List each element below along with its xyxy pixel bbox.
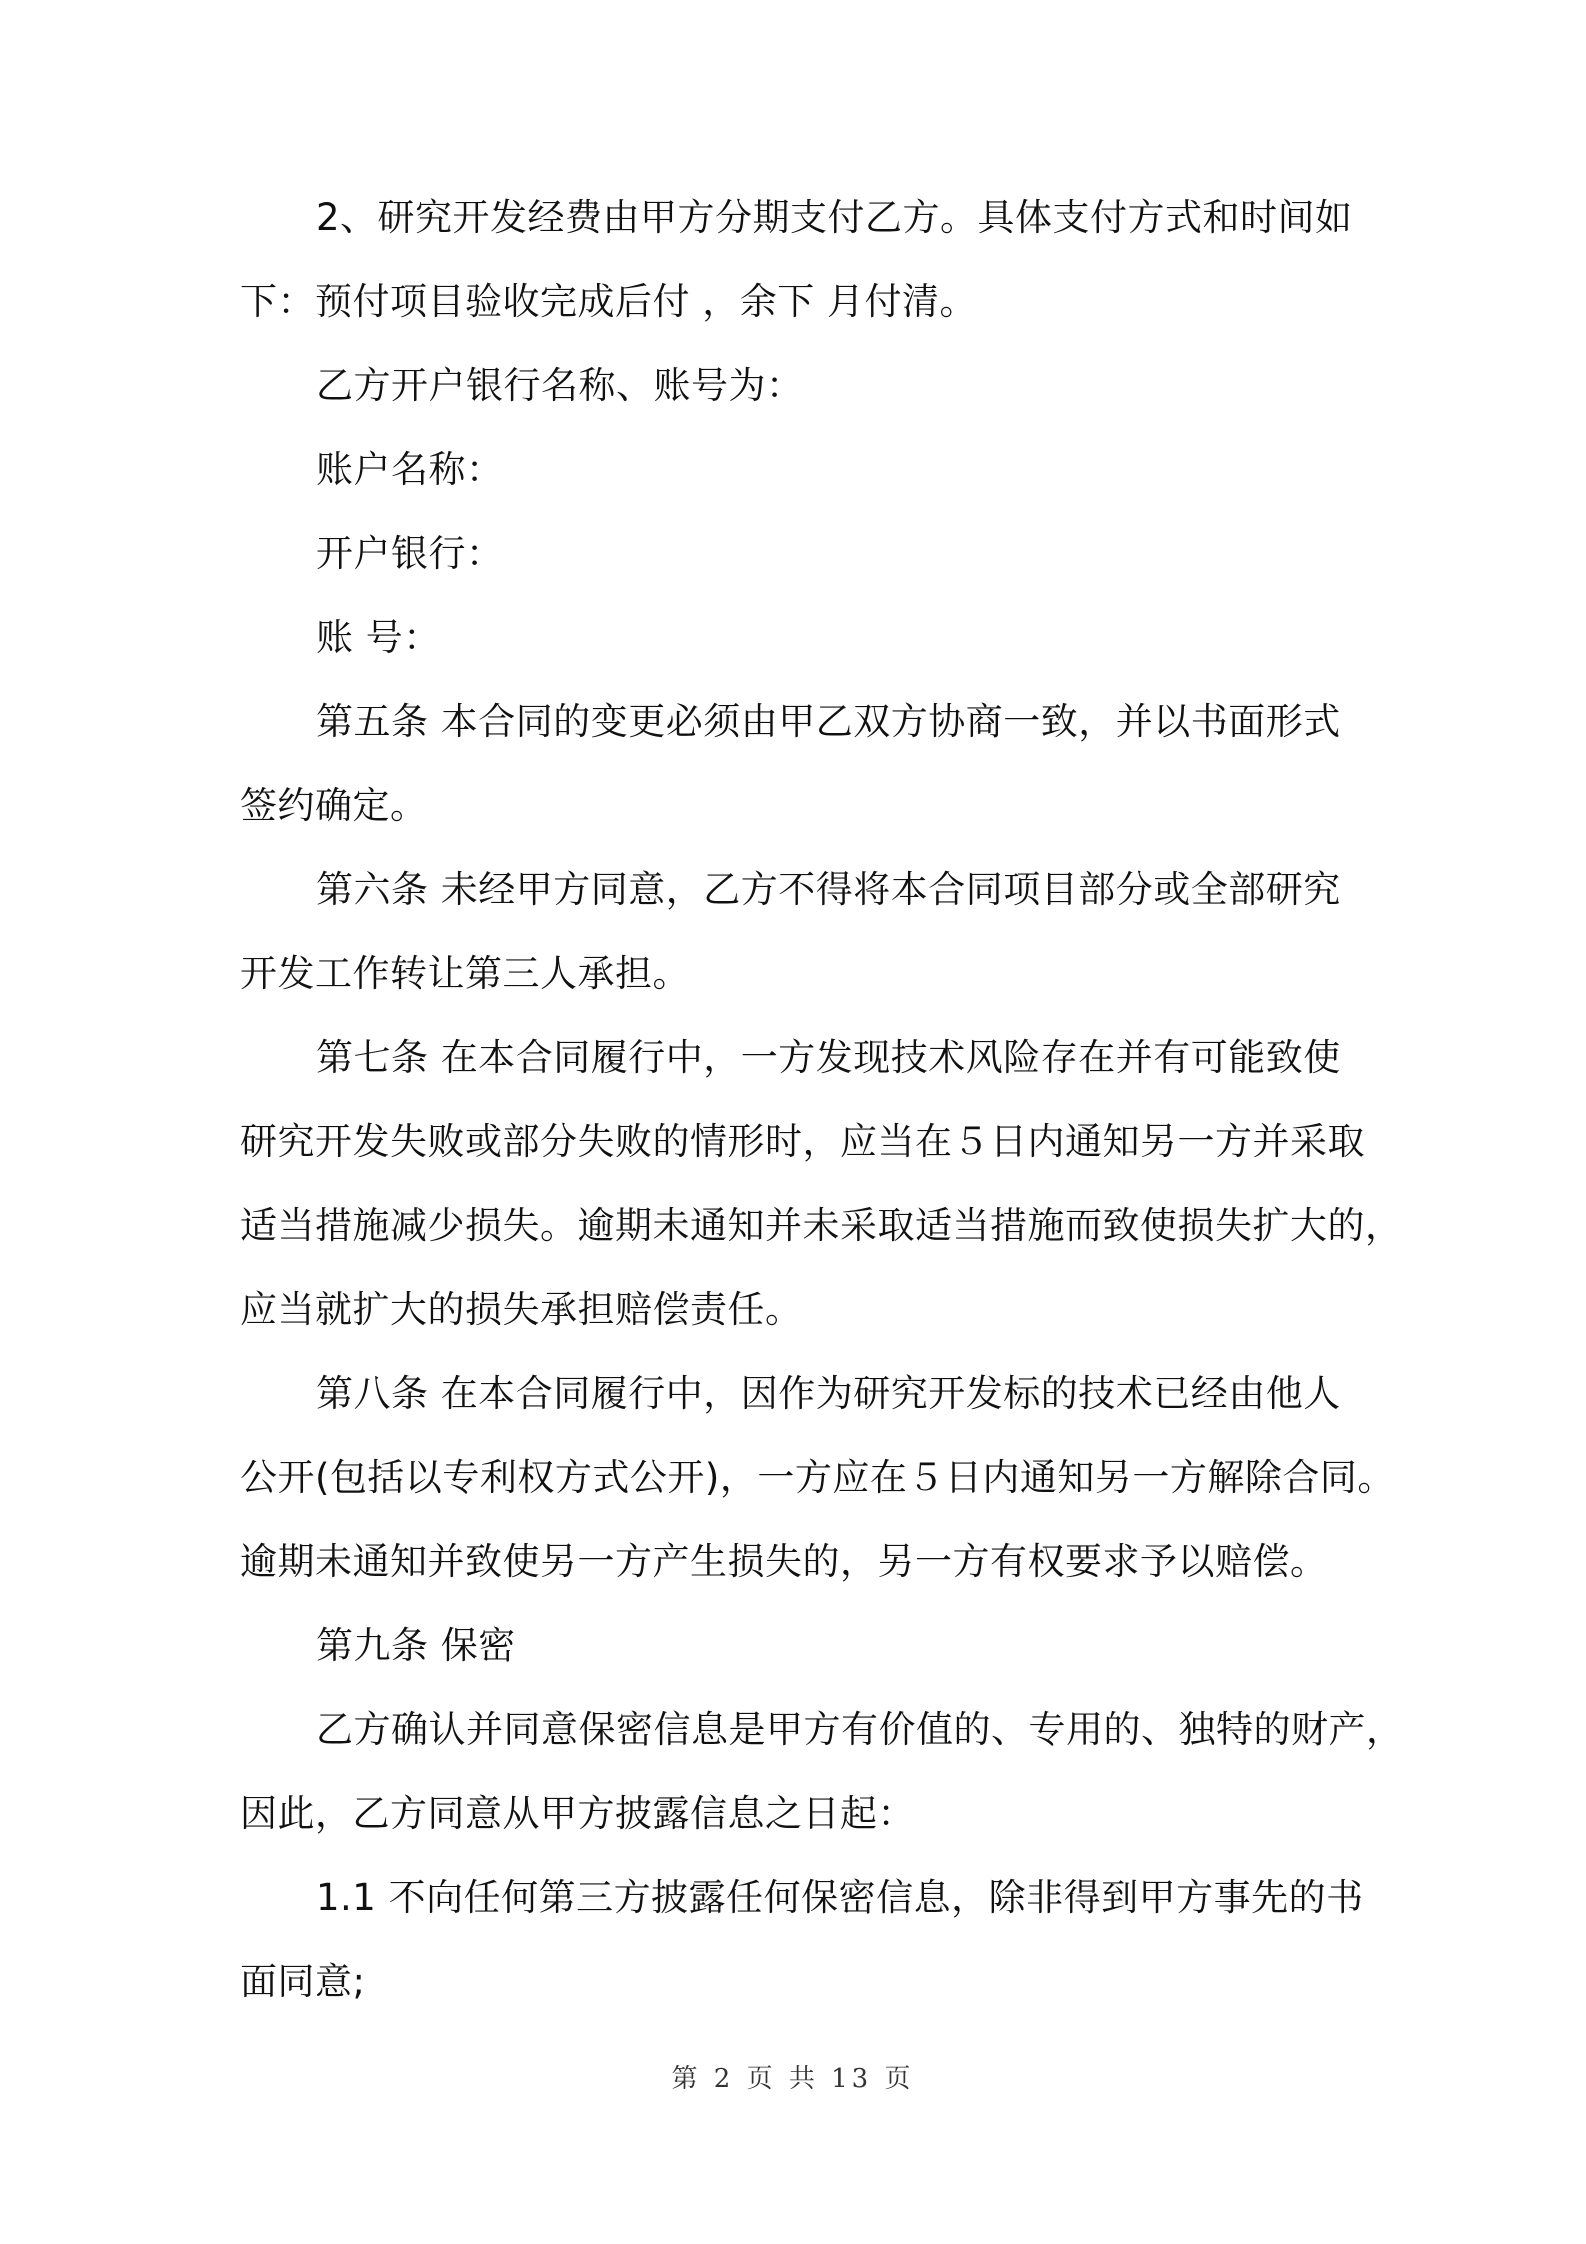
paragraph-line: 第八条 在本合同履行中，因作为研究开发标的技术已经由他人: [316, 1372, 1341, 1415]
paragraph-line: 账 号：: [316, 616, 441, 659]
paragraph-line: 开发工作转让第三人承担。: [240, 952, 690, 995]
paragraph-line: 适当措施减少损失。逾期未通知并未采取适当措施而致使损失扩大的，: [240, 1204, 1403, 1247]
paragraph-line: 研究开发失败或部分失败的情形时，应当在５日内通知另一方并采取: [240, 1120, 1365, 1163]
paragraph-line: 下：预付项目验收完成后付 ，余下 月付清。: [240, 280, 978, 323]
paragraph-line: 第五条 本合同的变更必须由甲乙双方协商一致，并以书面形式: [316, 700, 1341, 743]
paragraph-line: 1.1 不向任何第三方披露任何保密信息，除非得到甲方事先的书: [316, 1876, 1364, 1919]
paragraph-line: 逾期未通知并致使另一方产生损失的，另一方有权要求予以赔偿。: [240, 1540, 1328, 1583]
paragraph-line: 第七条 在本合同履行中，一方发现技术风险存在并有可能致使: [316, 1036, 1341, 1079]
paragraph-line: 2、研究开发经费由甲方分期支付乙方。具体支付方式和时间如: [316, 196, 1353, 239]
paragraph-line: 乙方开户银行名称、账号为：: [316, 364, 804, 407]
paragraph-line: 因此，乙方同意从甲方披露信息之日起：: [240, 1792, 915, 1835]
paragraph-line: 面同意;: [240, 1960, 366, 2003]
paragraph-line: 公开(包括以专利权方式公开)，一方应在５日内通知另一方解除合同。: [240, 1456, 1395, 1499]
paragraph-line: 开户银行：: [316, 532, 504, 575]
paragraph-line: 应当就扩大的损失承担赔偿责任。: [240, 1288, 803, 1331]
page-number: 第 2 页 共 13 页: [671, 2064, 915, 2094]
section-heading: 第九条 保密: [316, 1624, 516, 1667]
paragraph-line: 签约确定。: [240, 784, 428, 827]
paragraph-line: 账户名称：: [316, 448, 504, 491]
paragraph-line: 乙方确认并同意保密信息是甲方有价值的、专用的、独特的财产，: [316, 1708, 1404, 1751]
paragraph-line: 第六条 未经甲方同意，乙方不得将本合同项目部分或全部研究: [316, 868, 1341, 911]
